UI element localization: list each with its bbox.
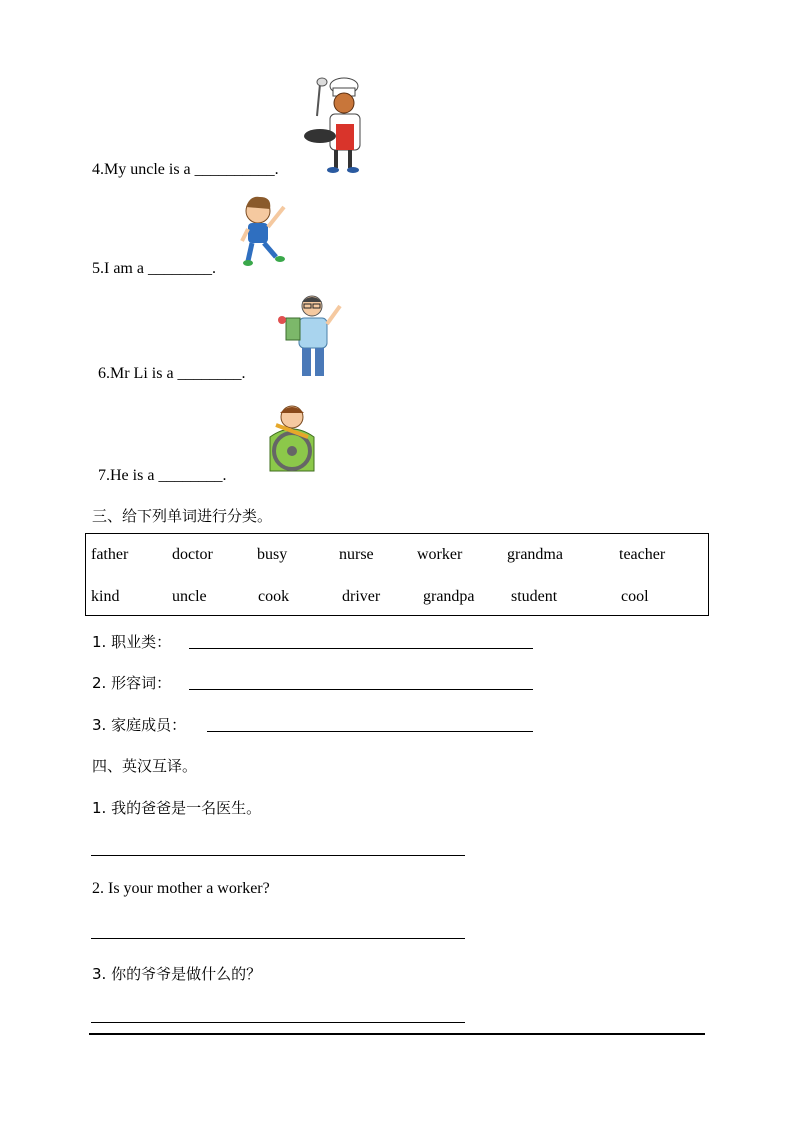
- translate-item-2-num: 2.: [92, 880, 104, 897]
- word-father: father: [91, 546, 129, 563]
- word-kind: kind: [91, 588, 120, 605]
- word-cool: cool: [621, 588, 649, 605]
- question-4-blank[interactable]: __________: [194, 161, 275, 178]
- translate-item-1: [92, 797, 261, 818]
- translate-item-3: [92, 963, 261, 984]
- translate-answer-line-2[interactable]: [91, 938, 465, 939]
- question-6-blank[interactable]: ________: [177, 365, 242, 382]
- question-7-prefix: 7.He is a: [98, 467, 159, 484]
- classify-item-2-label: 形容词：: [111, 674, 172, 692]
- word-teacher: teacher: [619, 546, 666, 563]
- classify-item-1-label: 职业类：: [111, 633, 172, 651]
- translate-item-3-num: 3.: [92, 965, 107, 983]
- translate-item-1-text: 我的爸爸是一名医生。: [111, 799, 262, 817]
- question-7: [98, 467, 226, 485]
- word-grandpa: grandpa: [423, 588, 475, 605]
- translate-item-1-num: 1.: [92, 799, 107, 817]
- question-6-prefix: 6.Mr Li is a: [98, 365, 178, 382]
- student-boy-icon: [238, 193, 294, 267]
- question-4-prefix: 4.My uncle is a: [92, 161, 195, 178]
- question-5-suffix: .: [211, 260, 216, 277]
- classify-answer-line-3[interactable]: [207, 731, 533, 732]
- section-3-title: 三、给下列单词进行分类。: [92, 507, 273, 525]
- translate-item-2-text: Is your mother a worker?: [108, 880, 270, 897]
- classify-item-3: [92, 714, 186, 735]
- classify-item-3-num: 3.: [92, 716, 107, 734]
- classify-item-2: [92, 672, 171, 693]
- page-footer-rule: [89, 1033, 705, 1035]
- section-4-title: 四、英汉互译。: [92, 757, 198, 775]
- word-grandma: grandma: [507, 546, 563, 563]
- question-6-suffix: .: [241, 365, 246, 382]
- question-7-suffix: .: [222, 467, 227, 484]
- question-7-blank[interactable]: ________: [158, 467, 223, 484]
- classify-item-1: [92, 631, 171, 652]
- question-5-blank[interactable]: ________: [147, 260, 212, 277]
- question-5: [92, 260, 216, 278]
- word-bank-box: [85, 533, 709, 616]
- word-worker: worker: [417, 546, 463, 563]
- word-student: student: [511, 588, 558, 605]
- classify-answer-line-2[interactable]: [189, 689, 533, 690]
- word-busy: busy: [257, 546, 288, 563]
- driver-icon: [256, 401, 326, 475]
- classify-item-1-num: 1.: [92, 633, 107, 651]
- word-cook: cook: [258, 588, 290, 605]
- question-5-prefix: 5.I am a: [92, 260, 148, 277]
- chef-icon: [300, 76, 370, 176]
- translate-answer-line-1[interactable]: [91, 855, 465, 856]
- translate-answer-line-3[interactable]: [91, 1022, 465, 1023]
- question-4-suffix: .: [274, 161, 279, 178]
- word-uncle: uncle: [172, 588, 207, 605]
- classify-answer-line-1[interactable]: [189, 648, 533, 649]
- classify-item-2-num: 2.: [92, 674, 107, 692]
- word-driver: driver: [342, 588, 381, 605]
- translate-item-2: [92, 880, 270, 898]
- word-doctor: doctor: [172, 546, 213, 563]
- word-nurse: nurse: [339, 546, 374, 563]
- translate-item-3-text: 你的爷爷是做什么的？: [111, 965, 262, 983]
- classify-item-3-label: 家庭成员：: [111, 716, 187, 734]
- question-4: [92, 161, 279, 179]
- teacher-icon: [272, 292, 354, 380]
- question-6: [98, 365, 246, 383]
